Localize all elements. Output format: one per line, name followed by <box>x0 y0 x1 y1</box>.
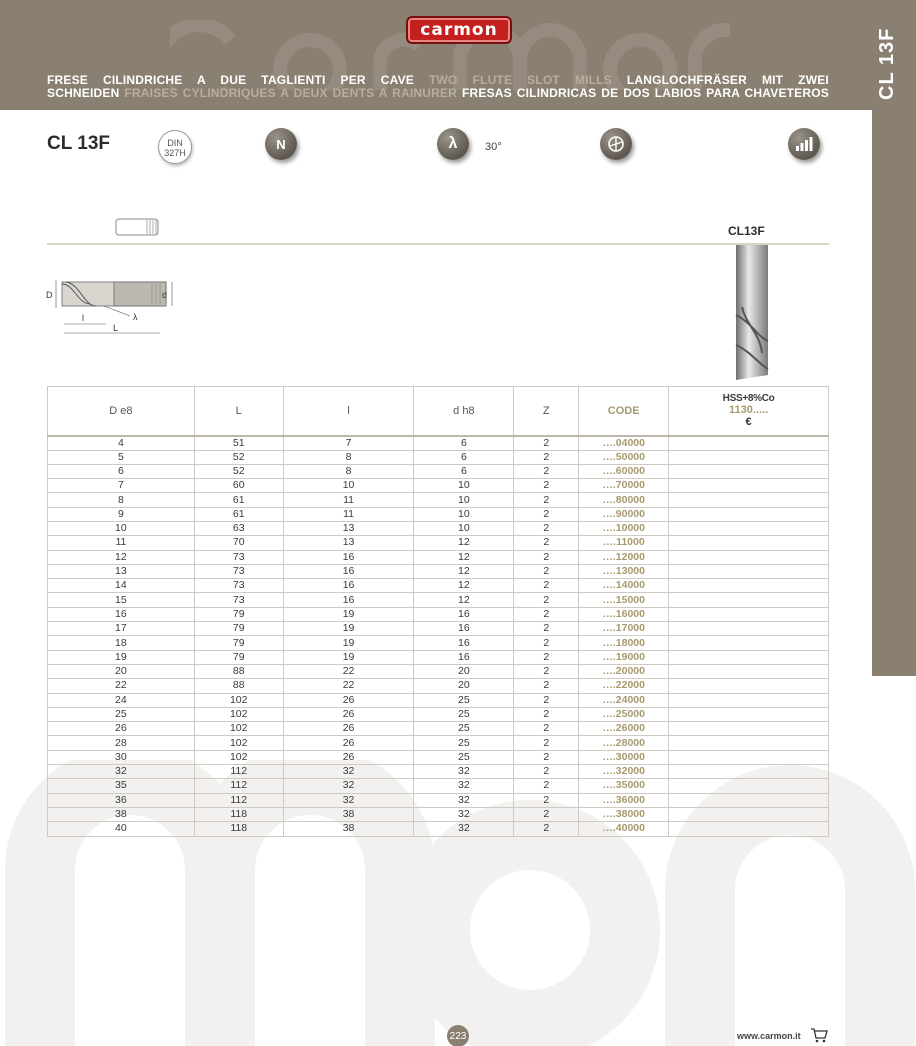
diagram-label-L: L <box>113 323 119 333</box>
cell-price <box>669 679 829 693</box>
cell-price <box>669 493 829 507</box>
cell-price <box>669 650 829 664</box>
cell-code: ….19000 <box>579 650 669 664</box>
table-header-row <box>48 387 829 436</box>
cell-l: 19 <box>283 607 414 621</box>
cell-Z: 2 <box>514 521 579 535</box>
table-row <box>48 779 829 793</box>
cell-Z: 2 <box>514 550 579 564</box>
cell-l: 26 <box>283 707 414 721</box>
cell-L: 102 <box>194 736 283 750</box>
header-title-segment: FRESAS CILINDRICAS DE DOS LABIOS PARA CHAVETEROS <box>461 86 829 100</box>
cell-code: ….80000 <box>579 493 669 507</box>
cell-price <box>669 550 829 564</box>
cell-code: ….20000 <box>579 664 669 678</box>
cell-d: 32 <box>414 793 514 807</box>
cell-D: 32 <box>48 765 195 779</box>
model-title: CL 13F <box>47 133 111 154</box>
col-header-Z: Z <box>514 387 579 436</box>
cell-code: ….25000 <box>579 707 669 721</box>
header-title-segment: TWO FLUTE SLOT MILLS <box>428 73 612 87</box>
cell-Z: 2 <box>514 793 579 807</box>
cell-L: 88 <box>194 679 283 693</box>
table-row <box>48 722 829 736</box>
cell-Z: 2 <box>514 536 579 550</box>
cell-code: ….04000 <box>579 436 669 451</box>
cell-l: 19 <box>283 650 414 664</box>
cell-l: 38 <box>283 807 414 821</box>
diagram-label-l: l <box>82 313 84 323</box>
cell-D: 11 <box>48 536 195 550</box>
cell-d: 10 <box>414 507 514 521</box>
cell-price <box>669 507 829 521</box>
cell-price <box>669 636 829 650</box>
cell-L: 63 <box>194 521 283 535</box>
table-row <box>48 793 829 807</box>
diagram-label-d: d <box>162 290 168 300</box>
cell-d: 12 <box>414 536 514 550</box>
cell-l: 32 <box>283 793 414 807</box>
cell-L: 51 <box>194 436 283 451</box>
cell-L: 118 <box>194 822 283 836</box>
table-row <box>48 736 829 750</box>
cell-price <box>669 436 829 451</box>
cell-code: ….28000 <box>579 736 669 750</box>
cell-Z: 2 <box>514 464 579 478</box>
cell-L: 112 <box>194 765 283 779</box>
cell-Z: 2 <box>514 722 579 736</box>
cell-code: ….40000 <box>579 822 669 836</box>
cell-l: 19 <box>283 636 414 650</box>
table-row <box>48 750 829 764</box>
cell-L: 88 <box>194 664 283 678</box>
product-code-title: CL13F <box>728 224 765 238</box>
cell-l: 22 <box>283 664 414 678</box>
cell-L: 73 <box>194 579 283 593</box>
cell-Z: 2 <box>514 679 579 693</box>
col-header-code: CODE <box>579 387 669 436</box>
cell-l: 26 <box>283 722 414 736</box>
helix-angle-icon <box>437 128 469 160</box>
cell-price <box>669 750 829 764</box>
table-row <box>48 650 829 664</box>
cell-D: 15 <box>48 593 195 607</box>
cell-D: 8 <box>48 493 195 507</box>
cell-l: 26 <box>283 750 414 764</box>
cell-code: ….24000 <box>579 693 669 707</box>
cell-D: 13 <box>48 564 195 578</box>
table-row <box>48 807 829 821</box>
cell-D: 40 <box>48 822 195 836</box>
cell-D: 28 <box>48 736 195 750</box>
cell-d: 25 <box>414 707 514 721</box>
cell-D: 26 <box>48 722 195 736</box>
table-row <box>48 479 829 493</box>
cell-d: 6 <box>414 450 514 464</box>
cell-l: 11 <box>283 493 414 507</box>
cell-Z: 2 <box>514 450 579 464</box>
cell-L: 102 <box>194 693 283 707</box>
cell-price <box>669 521 829 535</box>
table-row <box>48 707 829 721</box>
cell-price <box>669 807 829 821</box>
cell-Z: 2 <box>514 593 579 607</box>
cell-Z: 2 <box>514 807 579 821</box>
cell-l: 8 <box>283 464 414 478</box>
cell-code: ….13000 <box>579 564 669 578</box>
cell-D: 17 <box>48 622 195 636</box>
cell-price <box>669 450 829 464</box>
cell-l: 38 <box>283 822 414 836</box>
cell-code: ….60000 <box>579 464 669 478</box>
cell-l: 13 <box>283 536 414 550</box>
cell-l: 13 <box>283 521 414 535</box>
cell-price <box>669 693 829 707</box>
cell-L: 61 <box>194 507 283 521</box>
product-photo <box>732 245 772 380</box>
cell-d: 25 <box>414 722 514 736</box>
cell-code: ….90000 <box>579 507 669 521</box>
logo-text: carmon <box>420 20 498 40</box>
cell-L: 60 <box>194 479 283 493</box>
table-row <box>48 436 829 451</box>
cell-code: ….14000 <box>579 579 669 593</box>
cell-price <box>669 536 829 550</box>
cell-D: 35 <box>48 779 195 793</box>
cart-icon[interactable] <box>810 1027 828 1043</box>
cell-d: 25 <box>414 750 514 764</box>
table-row <box>48 521 829 535</box>
cell-price <box>669 664 829 678</box>
cell-D: 25 <box>48 707 195 721</box>
cell-l: 16 <box>283 579 414 593</box>
cell-l: 19 <box>283 622 414 636</box>
col-header-L: L <box>194 387 283 436</box>
table-row <box>48 450 829 464</box>
cell-D: 12 <box>48 550 195 564</box>
product-table <box>47 386 829 837</box>
cell-code: ….11000 <box>579 536 669 550</box>
cell-d: 6 <box>414 436 514 451</box>
helix-lambda-label: λ <box>448 135 458 152</box>
cell-L: 70 <box>194 536 283 550</box>
cell-code: ….18000 <box>579 636 669 650</box>
cell-code: ….16000 <box>579 607 669 621</box>
din-number: 327H <box>164 148 186 158</box>
cell-d: 25 <box>414 736 514 750</box>
table-row <box>48 636 829 650</box>
cell-Z: 2 <box>514 622 579 636</box>
cell-L: 79 <box>194 650 283 664</box>
cell-price <box>669 779 829 793</box>
table-row <box>48 550 829 564</box>
cell-d: 10 <box>414 493 514 507</box>
shank-icon <box>115 217 161 237</box>
helix-angle-value: 30° <box>485 141 502 153</box>
cell-D: 19 <box>48 650 195 664</box>
cell-D: 22 <box>48 679 195 693</box>
table-row <box>48 765 829 779</box>
cell-D: 24 <box>48 693 195 707</box>
cell-D: 18 <box>48 636 195 650</box>
website-link[interactable]: www.carmon.it <box>737 1031 801 1041</box>
cell-Z: 2 <box>514 779 579 793</box>
cell-Z: 2 <box>514 579 579 593</box>
cell-d: 12 <box>414 550 514 564</box>
cell-L: 118 <box>194 807 283 821</box>
cell-L: 52 <box>194 464 283 478</box>
cell-code: ….30000 <box>579 750 669 764</box>
cell-code: ….10000 <box>579 521 669 535</box>
cell-D: 14 <box>48 579 195 593</box>
cell-code: ….12000 <box>579 550 669 564</box>
cell-price <box>669 464 829 478</box>
cell-d: 16 <box>414 607 514 621</box>
cell-Z: 2 <box>514 507 579 521</box>
cell-d: 16 <box>414 650 514 664</box>
cell-D: 20 <box>48 664 195 678</box>
cell-L: 52 <box>194 450 283 464</box>
cell-Z: 2 <box>514 736 579 750</box>
cell-D: 7 <box>48 479 195 493</box>
cell-price <box>669 579 829 593</box>
cell-code: ….50000 <box>579 450 669 464</box>
cell-L: 79 <box>194 622 283 636</box>
table-row <box>48 507 829 521</box>
cell-code: ….26000 <box>579 722 669 736</box>
page-number: 223 <box>447 1025 469 1046</box>
bar-chart-icon <box>788 128 820 160</box>
carmon-logo[interactable] <box>406 16 512 44</box>
cell-price <box>669 822 829 836</box>
cell-l: 32 <box>283 779 414 793</box>
cell-d: 20 <box>414 664 514 678</box>
coolant-direction-icon <box>600 128 632 160</box>
cell-Z: 2 <box>514 607 579 621</box>
cell-l: 7 <box>283 436 414 451</box>
cell-d: 12 <box>414 564 514 578</box>
cell-price <box>669 793 829 807</box>
table-row <box>48 564 829 578</box>
cell-D: 6 <box>48 464 195 478</box>
cell-d: 32 <box>414 779 514 793</box>
cell-L: 73 <box>194 550 283 564</box>
din-badge <box>158 130 192 164</box>
cell-L: 79 <box>194 636 283 650</box>
cell-code: ….22000 <box>579 679 669 693</box>
cell-Z: 2 <box>514 765 579 779</box>
table-row <box>48 464 829 478</box>
cell-D: 16 <box>48 607 195 621</box>
cell-Z: 2 <box>514 693 579 707</box>
header-title-segment: LANGLOCHFRÄSER MIT ZWEI <box>626 73 829 87</box>
table-row <box>48 607 829 621</box>
cell-d: 16 <box>414 622 514 636</box>
header-title <box>47 74 829 100</box>
cell-code: ….17000 <box>579 622 669 636</box>
cell-Z: 2 <box>514 707 579 721</box>
cell-L: 79 <box>194 607 283 621</box>
header-title-segment: FRAISES CYLINDRIQUES A DEUX DENTS A RAINURER <box>124 86 458 100</box>
cell-l: 16 <box>283 564 414 578</box>
header-title-line2 <box>47 87 829 100</box>
diagram-label-D: D <box>46 290 53 300</box>
cell-d: 10 <box>414 521 514 535</box>
cell-code: ….36000 <box>579 793 669 807</box>
cell-d: 10 <box>414 479 514 493</box>
table-row <box>48 622 829 636</box>
cell-code: ….32000 <box>579 765 669 779</box>
cell-D: 38 <box>48 807 195 821</box>
cell-l: 11 <box>283 507 414 521</box>
cell-D: 9 <box>48 507 195 521</box>
currency-symbol: € <box>745 416 752 429</box>
table-row <box>48 493 829 507</box>
cell-L: 102 <box>194 707 283 721</box>
cell-price <box>669 707 829 721</box>
din-label: DIN <box>167 138 183 148</box>
cell-Z: 2 <box>514 822 579 836</box>
table-row <box>48 693 829 707</box>
cell-Z: 2 <box>514 636 579 650</box>
cell-price <box>669 736 829 750</box>
material-n-label: N <box>276 136 286 152</box>
cell-Z: 2 <box>514 493 579 507</box>
cell-price <box>669 622 829 636</box>
col-header-d: d h8 <box>414 387 514 436</box>
cell-Z: 2 <box>514 564 579 578</box>
header-title-segment: SCHNEIDEN <box>47 86 120 100</box>
table-row <box>48 536 829 550</box>
cell-price <box>669 722 829 736</box>
cell-code: ….35000 <box>579 779 669 793</box>
cell-L: 73 <box>194 564 283 578</box>
cell-d: 20 <box>414 679 514 693</box>
cell-L: 73 <box>194 593 283 607</box>
cell-price <box>669 607 829 621</box>
cell-l: 26 <box>283 736 414 750</box>
cell-d: 12 <box>414 593 514 607</box>
col-header-l: l <box>283 387 414 436</box>
cell-d: 32 <box>414 822 514 836</box>
cell-l: 10 <box>283 479 414 493</box>
cell-price <box>669 593 829 607</box>
table-row <box>48 822 829 836</box>
cell-d: 12 <box>414 579 514 593</box>
table-row <box>48 593 829 607</box>
header-band <box>0 0 872 110</box>
side-tab[interactable] <box>872 0 916 676</box>
diagram-label-lambda: λ <box>133 312 138 322</box>
cell-D: 4 <box>48 436 195 451</box>
cell-Z: 2 <box>514 664 579 678</box>
cell-price <box>669 479 829 493</box>
cell-Z: 2 <box>514 479 579 493</box>
col-header-D: D e8 <box>48 387 195 436</box>
cell-l: 32 <box>283 765 414 779</box>
cell-l: 16 <box>283 593 414 607</box>
cell-D: 36 <box>48 793 195 807</box>
table-row <box>48 679 829 693</box>
cell-L: 102 <box>194 722 283 736</box>
table-row <box>48 579 829 593</box>
cell-d: 16 <box>414 636 514 650</box>
cell-Z: 2 <box>514 750 579 764</box>
header-title-segment: FRESE CILINDRICHE A DUE TAGLIENTI PER CAVE <box>47 73 414 87</box>
cell-D: 5 <box>48 450 195 464</box>
cell-code: ….38000 <box>579 807 669 821</box>
cell-d: 6 <box>414 464 514 478</box>
cell-code: ….70000 <box>579 479 669 493</box>
cell-D: 10 <box>48 521 195 535</box>
cell-L: 61 <box>194 493 283 507</box>
cell-l: 22 <box>283 679 414 693</box>
cell-L: 112 <box>194 779 283 793</box>
col-header-material <box>669 387 829 436</box>
cell-price <box>669 765 829 779</box>
tool-dimension-diagram <box>44 276 174 338</box>
cell-l: 26 <box>283 693 414 707</box>
cell-l: 8 <box>283 450 414 464</box>
cell-l: 16 <box>283 550 414 564</box>
cell-Z: 2 <box>514 650 579 664</box>
table-row <box>48 664 829 678</box>
section-divider <box>47 243 829 245</box>
cell-d: 32 <box>414 807 514 821</box>
material-code-prefix: 1130..... <box>728 404 769 417</box>
cell-code: ….15000 <box>579 593 669 607</box>
side-tab-label: CL 13F <box>876 27 898 100</box>
material-n-icon <box>265 128 297 160</box>
cell-price <box>669 564 829 578</box>
cell-D: 30 <box>48 750 195 764</box>
cell-d: 32 <box>414 765 514 779</box>
cell-L: 102 <box>194 750 283 764</box>
cell-Z: 2 <box>514 436 579 451</box>
material-label: HSS+8%Co <box>722 393 775 405</box>
cell-L: 112 <box>194 793 283 807</box>
cell-d: 25 <box>414 693 514 707</box>
